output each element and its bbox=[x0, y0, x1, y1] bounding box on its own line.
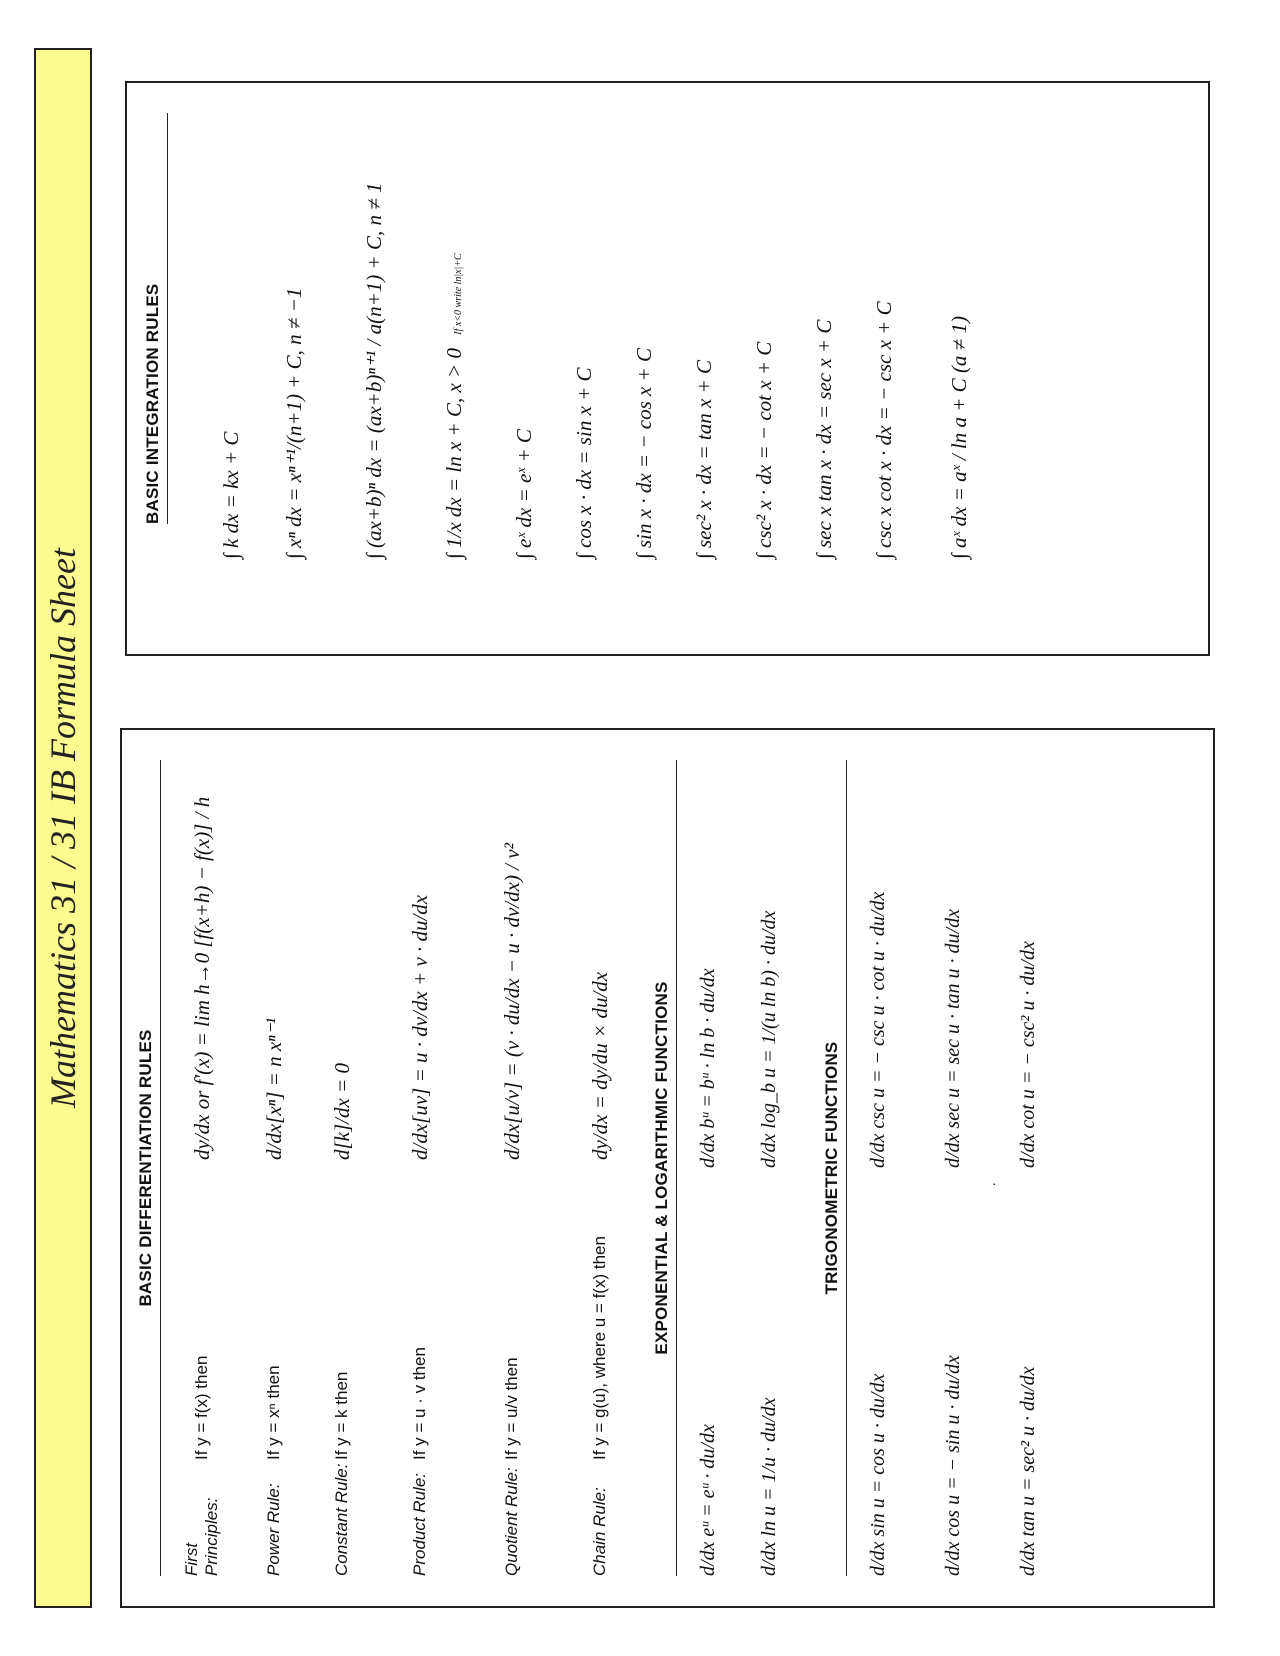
rule-formula: d/dx[u/v] = (v · du/dx − u · dv/dx) / v² bbox=[499, 843, 524, 1160]
integration-heading: BASIC INTEGRATION RULES bbox=[143, 113, 168, 524]
formula-cot: d/dx cot u = − csc² u · du/dx bbox=[1017, 941, 1039, 1168]
trig-heading: TRIGONOMETRIC FUNCTIONS bbox=[822, 760, 847, 1576]
rule-formula: d/dx[uv] = u · dv/dx + v · du/dx bbox=[407, 894, 432, 1160]
int-sec-squared: ∫ sec² x · dx = tan x + C bbox=[692, 359, 716, 559]
rule-formula: dy/dx = dy/du × du/dx bbox=[587, 971, 612, 1160]
rule-text: If y = g(u), where u = f(x) then bbox=[590, 1236, 609, 1460]
formula-log-b: d/dx log_b u = 1/(u ln b) · du/dx bbox=[758, 910, 780, 1168]
rule-label: Chain Rule: bbox=[590, 1487, 609, 1576]
int-power: ∫ xⁿ dx = xⁿ⁺¹/(n+1) + C, n ≠ −1 bbox=[282, 287, 306, 559]
title-banner bbox=[34, 48, 92, 1608]
formula-exp-e: d/dx eᵘ = eᵘ · du/dx bbox=[697, 1424, 719, 1576]
exponential-grid bbox=[697, 760, 781, 1576]
formula-csc: d/dx csc u = − csc u · cot u · du/dx bbox=[867, 891, 889, 1168]
rule-text: If y = xⁿ then bbox=[264, 1365, 283, 1460]
rule-power bbox=[244, 740, 304, 1576]
int-csc-squared: ∫ csc² x · dx = − cot x + C bbox=[752, 341, 776, 559]
rule-label: Quotient Rule: bbox=[502, 1467, 521, 1576]
exponential-heading: EXPONENTIAL & LOGARITHMIC FUNCTIONS bbox=[652, 760, 677, 1576]
rule-text: If y = f(x) then bbox=[192, 1355, 211, 1460]
differentiation-panel bbox=[120, 728, 1215, 1608]
rule-label: First Principles: bbox=[182, 1497, 221, 1576]
formula-exp-b: d/dx bᵘ = bᵘ · ln b · du/dx bbox=[697, 968, 719, 1168]
rule-text: If y = u · v then bbox=[410, 1347, 429, 1460]
rule-quotient bbox=[482, 740, 542, 1576]
int-reciprocal bbox=[442, 253, 467, 559]
formula-ln: d/dx ln u = 1/u · du/dx bbox=[758, 1397, 780, 1576]
rule-constant bbox=[312, 740, 372, 1576]
trig-grid bbox=[867, 760, 1040, 1576]
rule-formula: d[k]/dx = 0 bbox=[329, 1063, 354, 1160]
int-reciprocal-note: If x<0 write ln|x|+C bbox=[453, 253, 464, 335]
int-csc-cot: ∫ csc x cot x · dx = − csc x + C bbox=[872, 301, 896, 559]
int-reciprocal-formula: ∫ 1/x dx = ln x + C, x > 0 bbox=[442, 348, 466, 559]
int-sin: ∫ sin x · dx = − cos x + C bbox=[632, 348, 656, 559]
rule-label: Constant Rule: bbox=[332, 1463, 351, 1576]
rule-formula: dy/dx or f′(x) = lim h→0 [f(x+h) − f(x)] / h bbox=[189, 796, 214, 1160]
formula-sec: d/dx sec u = sec u · tan u · du/dx bbox=[942, 909, 964, 1168]
rule-label: Power Rule: bbox=[264, 1483, 283, 1576]
formula-tan: d/dx tan u = sec² u · du/dx bbox=[1017, 1366, 1039, 1576]
formula-cos: d/dx cos u = − sin u · du/dx bbox=[942, 1355, 964, 1576]
int-cos: ∫ cos x · dx = sin x + C bbox=[572, 367, 596, 559]
integration-panel bbox=[125, 81, 1210, 656]
rule-label: Product Rule: bbox=[410, 1473, 429, 1576]
page-title: Mathematics 31 / 31 IB Formula Sheet bbox=[43, 548, 83, 1108]
rule-text: If y = u/v then bbox=[502, 1357, 521, 1460]
rule-product bbox=[390, 740, 450, 1576]
int-linear-power: ∫ (ax+b)ⁿ dx = (ax+b)ⁿ⁺¹ / a(n+1) + C, n ≠ 1 bbox=[362, 182, 386, 559]
int-sec-tan: ∫ sec x tan x · dx = sec x + C bbox=[812, 319, 836, 559]
int-constant: ∫ k dx = kx + C bbox=[219, 431, 243, 559]
rule-chain bbox=[570, 740, 630, 1576]
rule-first-principles bbox=[172, 740, 232, 1576]
stray-mark: . bbox=[984, 1182, 999, 1186]
int-exp: ∫ eˣ dx = eˣ + C bbox=[512, 429, 536, 559]
rule-formula: d/dx[xⁿ] = n xⁿ⁻¹ bbox=[261, 1017, 286, 1160]
formula-sin: d/dx sin u = cos u · du/dx bbox=[867, 1373, 889, 1576]
rule-text: If y = k then bbox=[332, 1371, 351, 1460]
differentiation-heading: BASIC DIFFERENTIATION RULES bbox=[136, 760, 161, 1576]
int-a-power: ∫ aˣ dx = aˣ / ln a + C (a ≠ 1) bbox=[947, 316, 971, 559]
